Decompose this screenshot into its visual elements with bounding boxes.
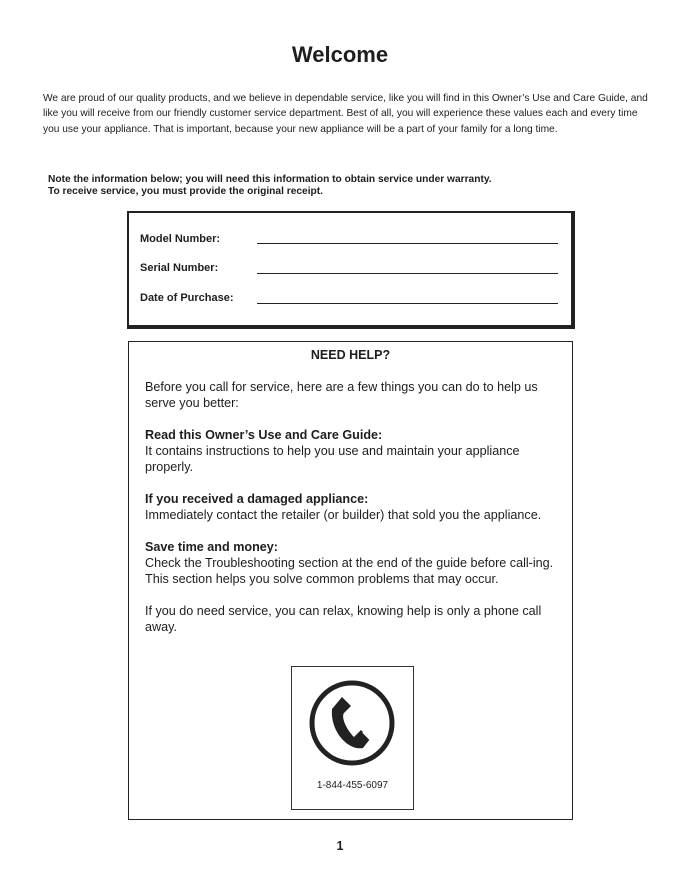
help-section-text: Immediately contact the retailer (or builder) that sold you the appliance. <box>145 508 542 522</box>
page-title: Welcome <box>291 42 389 67</box>
help-section <box>145 539 557 587</box>
help-section-text: It contains instructions to help you use and maintain your appliance properly. <box>145 444 520 474</box>
date-of-purchase-label: Date of Purchase: <box>140 292 234 304</box>
date-of-purchase-field[interactable] <box>257 303 558 304</box>
help-closing: If you do need service, you can relax, knowing help is only a phone call away. <box>145 604 542 634</box>
intro-paragraph: We are proud of our quality products, and we believe in dependable service, like you will find in this Owner’s Use and Care Guide, and like you will receive from our friendly customer service department. Best of all, you will experience these values each and every time you use your appliance. That is important, because your new appliance will be a part of your family for a long time. <box>43 93 648 135</box>
help-section-title: Read this Owner’s Use and Care Guide: <box>145 428 383 442</box>
help-section-title: If you received a damaged appliance: <box>145 492 369 506</box>
product-info-box <box>127 211 575 329</box>
phone-number: 1-844-455-6097 <box>316 780 389 791</box>
serial-number-label: Serial Number: <box>140 262 219 274</box>
help-section-title: Save time and money: <box>145 540 278 554</box>
page-number: 1 <box>336 839 344 853</box>
help-lead: Before you call for service, here are a few things you can do to help us serve you better: <box>145 380 538 410</box>
phone-handset-circle-icon <box>308 679 396 767</box>
need-help-heading: NEED HELP? <box>310 348 391 362</box>
note-line-1: Note the information below; you will need this information to obtain service under warranty. <box>48 174 492 185</box>
model-number-label: Model Number: <box>140 233 221 245</box>
note-line-2: To receive service, you must provide the original receipt. <box>48 186 323 197</box>
help-section <box>145 427 557 475</box>
phone-box <box>291 666 414 810</box>
serial-number-field[interactable] <box>257 273 558 274</box>
help-section <box>145 491 557 523</box>
need-help-body <box>145 379 557 651</box>
need-help-box <box>128 341 573 820</box>
help-section-text: Check the Troubleshooting section at the end of the guide before call-ing. This section helps you solve common problems that may occur. <box>145 556 554 586</box>
model-number-field[interactable] <box>257 243 558 244</box>
